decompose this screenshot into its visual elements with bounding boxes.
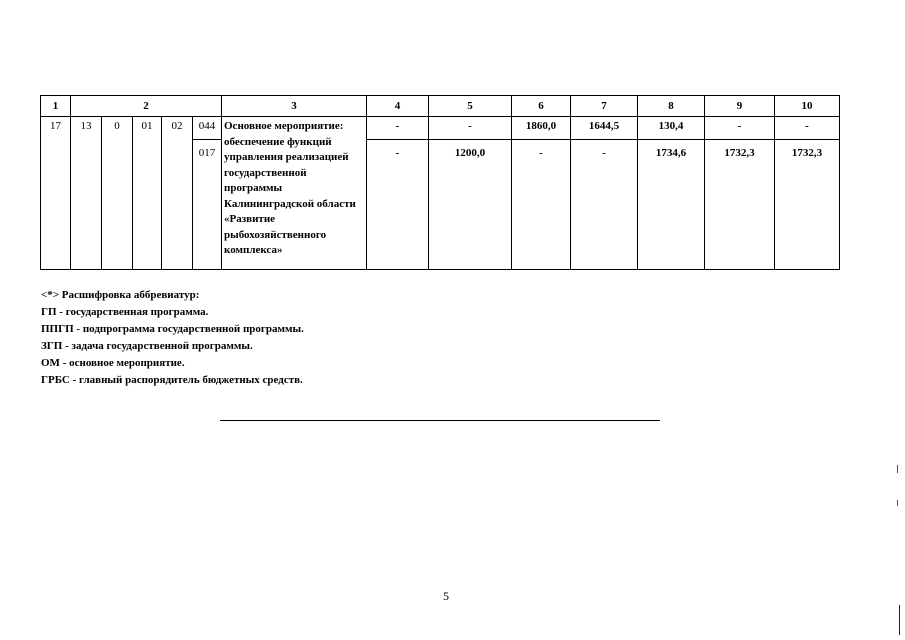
header-cell: 6 [512,96,571,117]
cell-grbs-code: 044 [193,117,222,140]
cell-value: 130,4 [638,117,705,140]
footnote-item: ГП - государственная программа. [41,306,209,318]
footnote-item: ОМ - основное мероприятие. [41,357,185,369]
header-cell: 4 [367,96,429,117]
cell-grbs-code: 017 [193,140,222,270]
budget-table [40,95,840,270]
header-cell: 7 [571,96,638,117]
cell-value: 1200,0 [429,140,512,270]
header-cell: 9 [705,96,775,117]
cell-value: - [429,117,512,140]
separator-line [220,420,660,421]
cell-value: - [571,140,638,270]
scan-mark [897,500,898,506]
cell-code: 02 [162,117,193,270]
abbreviations-footnote [41,287,304,389]
scan-mark [897,465,898,473]
scan-mark [899,605,900,635]
header-cell: 8 [638,96,705,117]
cell-activity-name: Основное мероприятие: обеспечение функций управления реализацией государственной программы Калининградской области «Развитие рыбохозяйственного комплекса» [222,117,367,270]
cell-value: - [512,140,571,270]
header-cell: 5 [429,96,512,117]
table-row [41,117,840,140]
header-row [41,96,840,117]
cell-value: 1860,0 [512,117,571,140]
cell-value: 1732,3 [775,140,840,270]
cell-value: 1644,5 [571,117,638,140]
header-cell: 3 [222,96,367,117]
cell-code: 13 [71,117,102,270]
footnote-title: <*> Расшифровка аббревиатур: [41,289,200,301]
cell-col1: 17 [41,117,71,270]
header-cell: 2 [71,96,222,117]
cell-value: - [705,117,775,140]
header-cell: 10 [775,96,840,117]
footnote-item: ГРБС - главный распорядитель бюджетных средств. [41,374,303,386]
cell-code: 0 [102,117,133,270]
cell-value: 1734,6 [638,140,705,270]
page-number: 5 [443,589,449,603]
cell-value: - [367,140,429,270]
header-cell: 1 [41,96,71,117]
footnote-item: ЗГП - задача государственной программы. [41,340,253,352]
cell-code: 01 [133,117,162,270]
cell-value: 1732,3 [705,140,775,270]
footnote-item: ППГП - подпрограмма государственной программы. [41,323,304,335]
cell-value: - [775,117,840,140]
cell-value: - [367,117,429,140]
